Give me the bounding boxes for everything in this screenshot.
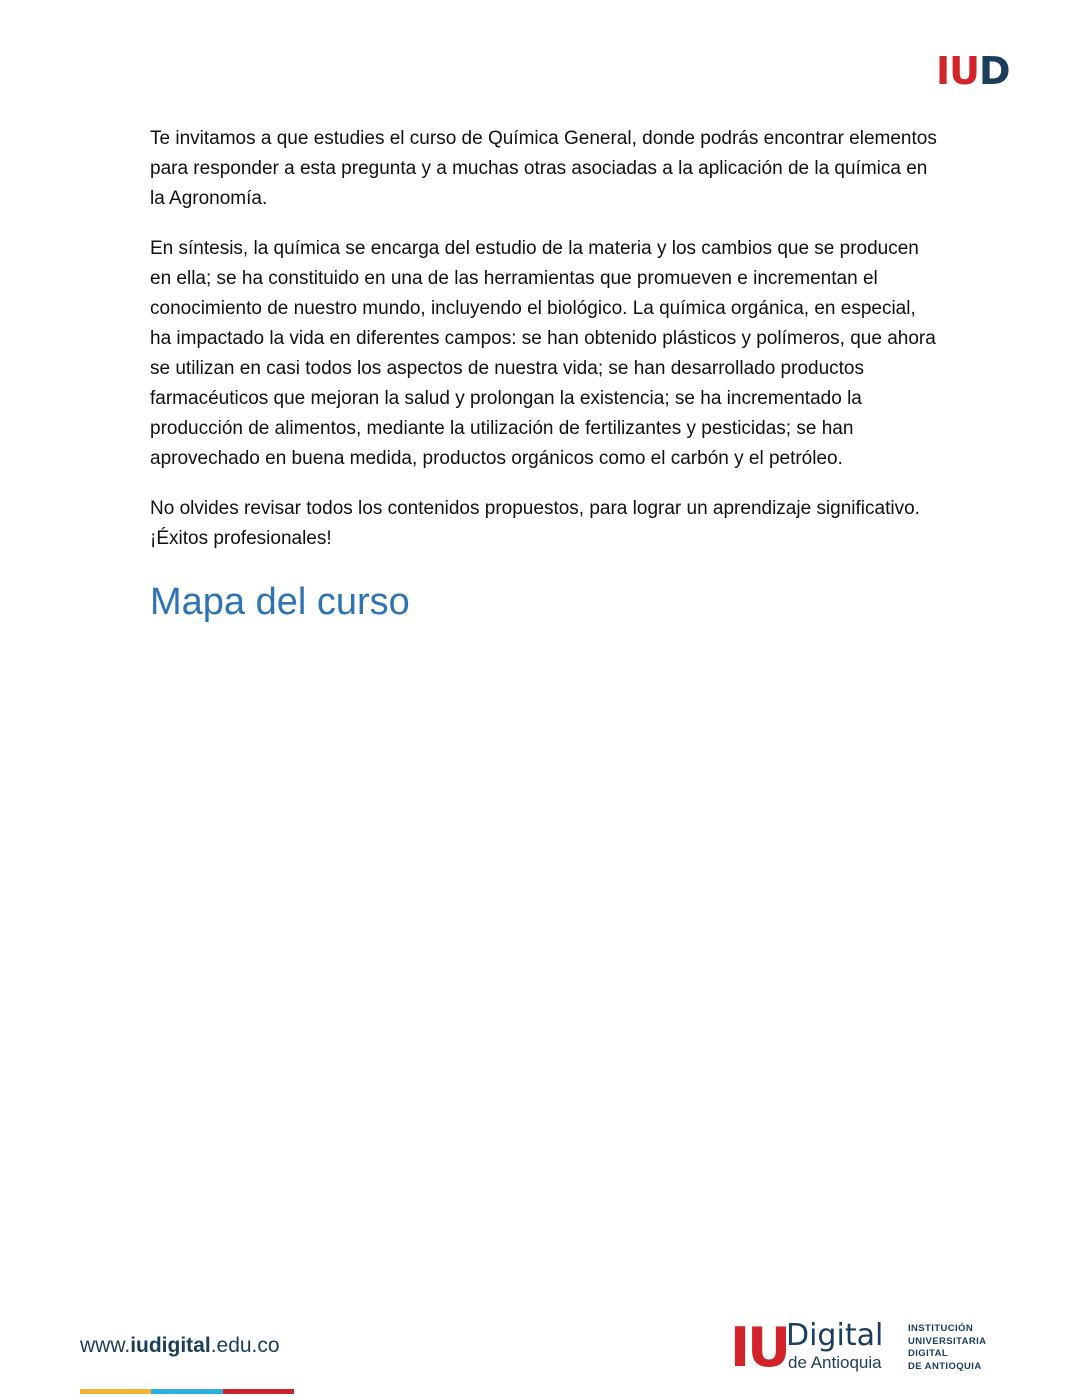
institution-line: INSTITUCIÓN — [908, 1323, 974, 1334]
footer-logo-iu: IU — [730, 1316, 788, 1379]
footer-url-prefix: www. — [80, 1334, 131, 1357]
footer-url-suffix: .edu.co — [210, 1334, 280, 1357]
footer-url[interactable] — [80, 1335, 280, 1356]
paragraph-invitation: Te invitamos a que estudies el curso de Química General, donde podrás encontrar elementos para responder a esta pregunta y a muchas otras asociadas a la aplicación de la química en la Agronomía. — [150, 128, 937, 209]
header-logo — [936, 49, 1010, 93]
institution-line: UNIVERSITARIA — [908, 1335, 987, 1347]
footer-logo-institution — [908, 1323, 986, 1373]
footer-logo — [730, 1318, 1010, 1378]
footer-url-domain: iudigital — [130, 1334, 211, 1357]
header-logo-d: D — [979, 49, 1010, 93]
color-bar-red — [223, 1389, 294, 1394]
color-bar-blue — [151, 1389, 222, 1394]
section-title: Mapa del curso — [150, 581, 410, 623]
footer-color-bar — [80, 1389, 294, 1394]
paragraph-synthesis: En síntesis, la química se encarga del estudio de la materia y los cambios que se producen en ella; se ha constituido en una de las herramientas que promueven e incrementan el conocimiento de nuestro mundo, incluyendo el biológico. La química orgánica, en especial, ha impactado la vida en diferentes campos: se han obtenido plásticos y polímeros, que ahora se utilizan en casi todos los aspectos de nuestra vida; se han desarrollado productos farmacéuticos que mejoran la salud y prolongan la existencia; se ha incrementado la producción de alimentos, mediante la utilización de fertilizantes y pesticidas; se han aprovechado en buena medida, productos orgánicos como el carbón y el petróleo. — [150, 238, 936, 469]
paragraph-reminder: No olvides revisar todos los contenidos propuestos, para lograr un aprendizaje significativo. ¡Éxitos profesionales! — [150, 498, 920, 549]
institution-line: DE ANTIOQUIA — [908, 1360, 982, 1372]
color-bar-yellow — [80, 1389, 151, 1394]
footer-logo-digital: Digital — [786, 1318, 884, 1353]
header-logo-iu: IU — [936, 49, 979, 93]
footer-logo-antioquia: de Antioquia — [788, 1353, 882, 1372]
institution-line: DIGITAL — [908, 1348, 949, 1359]
document-body — [150, 124, 940, 624]
